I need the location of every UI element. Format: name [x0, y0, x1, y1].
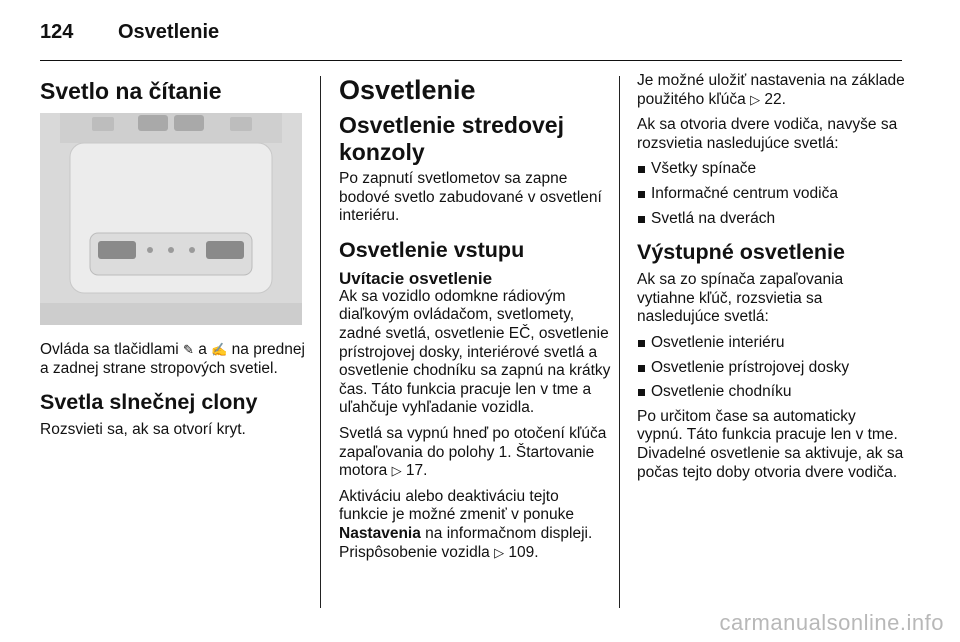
exit-lighting-text: Ak sa zo spínača zapaľovania vytiahne kľúč, rozsvietia sa nasledujúce svetlá: [637, 271, 844, 326]
left-column [40, 72, 306, 447]
chapter-title: Osvetlenie [118, 20, 220, 43]
driver-door-lights-list [637, 160, 905, 228]
column-divider-left [320, 76, 321, 608]
list-item: Osvetlenie chodníku [637, 383, 905, 402]
exit-lights-list [637, 334, 905, 402]
overhead-console-image [40, 113, 302, 325]
exit-lighting-heading: Výstupné osvetlenie [637, 240, 845, 265]
page-reference-triangle-icon: ▷ [750, 91, 761, 107]
column-divider-right [619, 76, 620, 608]
page-reference-triangle-icon: ▷ [391, 463, 402, 479]
page-number: 124 [40, 20, 74, 43]
list-item: Informačné centrum vodiča [637, 185, 905, 204]
reading-light-caption: Ovláda sa tlačidlami ✎ a ✍ na prednej a zadnej strane stropových svetiel. [40, 341, 305, 377]
watermark: carmanualsonline.info [719, 610, 944, 635]
page-header [40, 14, 219, 50]
center-console-text: Po zapnutí svetlometov sa zapne bodové svetlo zabudované v osvetlení interiéru. [339, 170, 602, 225]
key-settings-text: Je možné uložiť nastavenia na základe použitého kľúča ▷ 22. [637, 72, 905, 108]
list-item: Osvetlenie interiéru [637, 334, 905, 353]
welcome-lighting-text: Ak sa vozidlo odomkne rádiovým diaľkovým ovládačom, svetlomety, zadné svetlá, osvetlenie EČ, osvetlenie prístrojovej dosky, interiérové svetlá a osvetlenie chodníku sa zapnú na krátky čas. Táto funkcia pracuje len v tme a uľahčuje vyhľadanie vozidla. [339, 287, 611, 417]
reading-light-left-icon: ✎ [183, 342, 194, 357]
reading-light-right-icon: ✍ [211, 342, 228, 357]
list-item: Všetky spínače [637, 160, 905, 179]
list-item: Svetlá na dverách [637, 210, 905, 229]
settings-menu-term: Nastavenia [339, 524, 421, 542]
entry-lighting-heading: Osvetlenie vstupu [339, 237, 525, 262]
page-reference-triangle-icon: ▷ [494, 544, 505, 560]
console-photo [40, 113, 302, 325]
sun-visor-text: Rozsvieti sa, ak sa otvorí kryt. [40, 421, 246, 439]
sun-visor-heading: Svetla slnečnej clony [40, 390, 258, 415]
lights-off-text: Svetlá sa vypnú hneď po otočení kľúča zapaľovania do polohy 1. Štartovanie motora ▷ 17. [339, 424, 607, 480]
auto-off-text: Po určitom čase sa automaticky vypnú. Táto funkcia pracuje len v tme. Divadelné osvetlenie sa aktivuje, ak sa počas tejto doby otvoria dvere vodiča. [637, 407, 904, 481]
reading-light-heading: Svetlo na čítanie [40, 78, 222, 104]
driver-door-text: Ak sa otvoria dvere vodiča, navyše sa rozsvietia nasledujúce svetlá: [637, 116, 898, 152]
right-column [637, 72, 905, 489]
list-item: Osvetlenie prístrojovej dosky [637, 359, 905, 378]
header-rule [40, 60, 902, 61]
activation-text: Aktiváciu alebo deaktiváciu tejto funkcie je možné zmeniť v ponuke Nastavenia na informačnom displeji. Prispôsobenie vozidla ▷ 109. [339, 487, 593, 561]
center-console-heading: Osvetlenie stredovej konzoly [339, 112, 564, 165]
section-title: Osvetlenie [339, 75, 476, 105]
welcome-lighting-heading: Uvítacie osvetlenie [339, 268, 493, 288]
middle-column [339, 72, 611, 569]
